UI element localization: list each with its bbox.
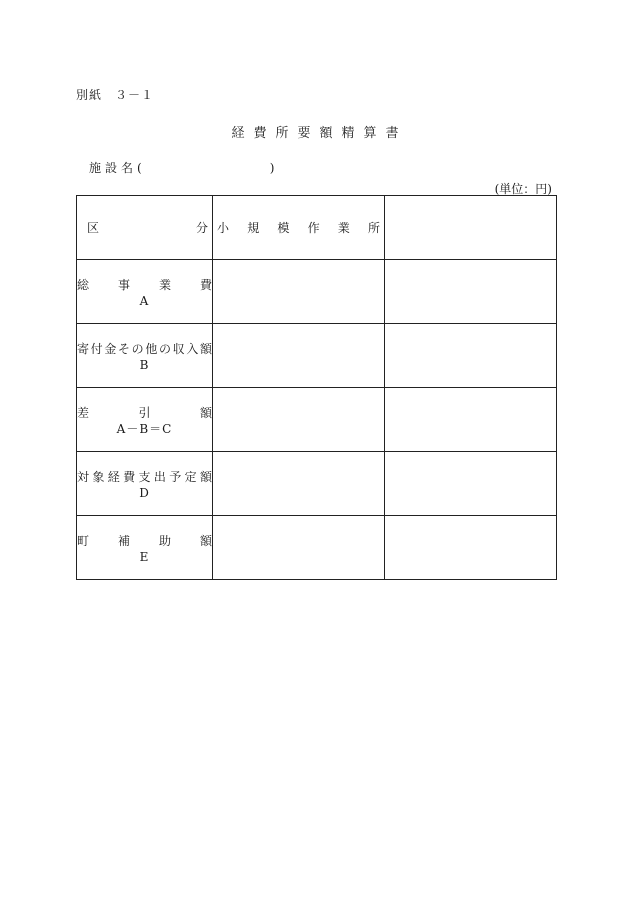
header-small-workshop-cell [213, 196, 385, 260]
header-category-cell [77, 196, 213, 260]
row-label: 寄付金その他の収入額 [77, 342, 212, 356]
extra-value-cell[interactable] [385, 324, 557, 388]
row-code: A－B＝C [116, 422, 173, 436]
row-code: A [139, 294, 150, 308]
row-code: B [139, 358, 150, 372]
table-row [77, 388, 557, 452]
row-label-cell [77, 452, 213, 516]
extra-value-cell[interactable] [385, 516, 557, 580]
table-row [77, 452, 557, 516]
extra-value-cell[interactable] [385, 388, 557, 452]
row-label-cell [77, 260, 213, 324]
unit-label: (単位：円) [494, 182, 552, 196]
small-workshop-value-cell[interactable] [213, 388, 385, 452]
header-category-left: 区 [87, 221, 100, 235]
budget-table [76, 195, 557, 580]
small-workshop-value-cell[interactable] [213, 324, 385, 388]
header-extra-cell[interactable] [385, 196, 557, 260]
table-header-row [77, 196, 557, 260]
small-workshop-value-cell[interactable] [213, 452, 385, 516]
small-workshop-value-cell[interactable] [213, 516, 385, 580]
row-label-cell [77, 324, 213, 388]
row-code: D [139, 486, 150, 500]
small-workshop-value-cell[interactable] [213, 260, 385, 324]
annex-label: 別紙 ３－１ [76, 88, 155, 102]
row-label: 総事業費 [77, 278, 212, 292]
header-small-workshop: 小規模作業所 [217, 221, 380, 235]
table-row [77, 260, 557, 324]
document-title: 経費所要額精算書 [231, 126, 408, 141]
row-code: E [139, 550, 150, 564]
facility-name-line [89, 159, 274, 176]
row-label: 町補助額 [77, 534, 212, 548]
facility-close-paren: ) [269, 161, 275, 175]
table-row [77, 324, 557, 388]
row-label-cell [77, 516, 213, 580]
row-label: 差引額 [77, 406, 212, 420]
extra-value-cell[interactable] [385, 260, 557, 324]
row-label: 対象経費支出予定額 [77, 470, 212, 484]
extra-value-cell[interactable] [385, 452, 557, 516]
facility-open-paren: ( [137, 161, 142, 175]
facility-label: 施設名 [89, 161, 138, 175]
row-label-cell [77, 388, 213, 452]
table-row [77, 516, 557, 580]
header-category-right: 分 [195, 221, 208, 235]
